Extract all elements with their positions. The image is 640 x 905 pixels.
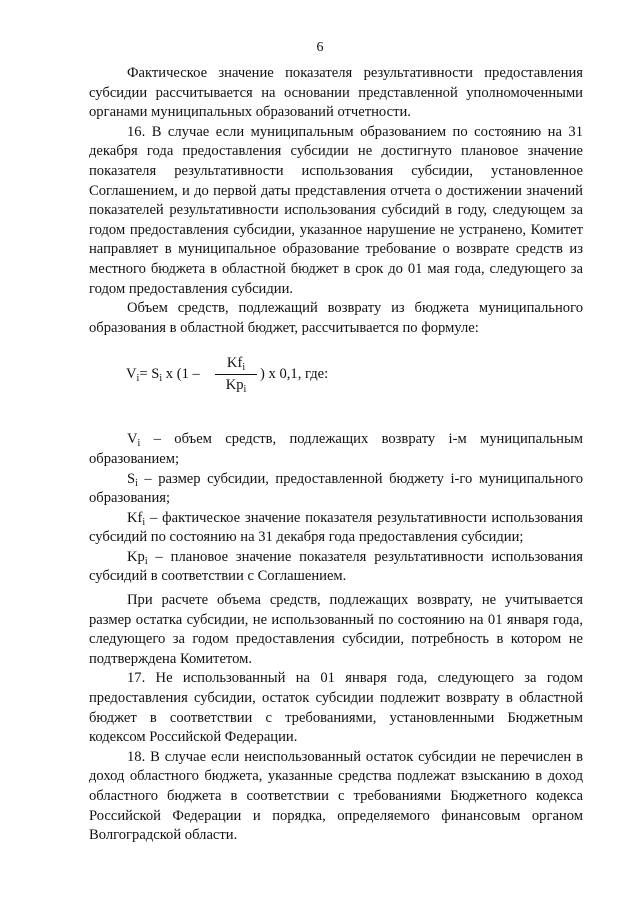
formula-v: V <box>126 366 137 382</box>
definition-subscript: i <box>135 477 138 489</box>
definition-symbol: Kf <box>127 509 143 526</box>
formula-s-subscript: i <box>159 373 163 384</box>
paragraph-formula-intro: Объем средств, подлежащий возврату из бюджета муниципального образования в областной бюджет, рассчитывается по формуле: <box>89 300 583 336</box>
document-body <box>89 64 583 846</box>
formula-numerator <box>215 353 257 375</box>
definition-symbol: V <box>127 431 138 448</box>
definition-subscript: i <box>137 438 141 450</box>
definition-kpi <box>89 548 583 587</box>
definition-si <box>89 470 583 509</box>
definition-text: – размер субсидии, предоставленной бюджету i-го муниципального образования; <box>89 470 583 507</box>
definition-subscript: i <box>142 516 146 528</box>
definition-text: – фактическое значение показателя результативности использования субсидий по состоянию на 31 декабря года предоставления субсидии; <box>89 509 583 546</box>
formula-kp-subscript: i <box>243 384 247 395</box>
page-number: 6 <box>316 40 324 55</box>
formula-kf-subscript: i <box>242 362 246 373</box>
return-formula <box>126 353 446 397</box>
definition-text: – плановое значение показателя результативности использования субсидий в соответствии с Соглашением. <box>89 548 583 585</box>
formula-fraction <box>215 353 257 395</box>
paragraph-unused-balance: При расчете объема средств, подлежащих возврату, не учитывается размер остатка субсидии, не использованный по состоянию на 01 января года, следующего за годом предоставления субсидии, потребность в котором не подтверждена Комитетом. <box>89 592 583 667</box>
definition-text: – объем средств, подлежащих возврату i-м муниципальным образованием; <box>89 431 583 467</box>
paragraph-reporting: Фактическое значение показателя результативности предоставления субсидии рассчитывается на основании представленной уполномоченными органами муниципальных образований отчетности. <box>89 65 583 121</box>
definition-symbol: Kp <box>127 548 145 565</box>
formula-v-subscript: i <box>136 373 140 384</box>
formula-kf: Kf <box>226 355 243 371</box>
formula-multiply-open: x (1 – <box>162 366 200 382</box>
paragraph-16: 16. В случае если муниципальным образованием по состоянию на 31 декабря года предоставления субсидии не достигнуто плановое значение показателя результативности использования субсидии, установленное Соглашением, и до первой даты представления отчета о достижении значений показателей результативности использования субсидий в году, следующем за годом предоставления субсидии, указанное нарушение не устранено, Комитет направляет в муниципальное образование требование о возврате средств из местного бюджета в областной бюджет в срок до 01 мая года, следующего за годом предоставления субсидии. <box>89 123 583 297</box>
formula-denominator <box>215 375 257 395</box>
paragraph-17: 17. Не использованный на 01 января года, следующего за годом предоставления субсидии, остаток субсидии подлежит возврату в областной бюджет в соответствии с требованиями, установленными Бюджетным кодексом Российской Федерации. <box>89 670 583 746</box>
definition-symbol: S <box>127 470 136 487</box>
definition-kfi <box>89 509 583 548</box>
formula-s: = S <box>139 366 160 382</box>
definition-subscript: i <box>144 555 148 567</box>
formula-kp: Kp <box>225 377 244 393</box>
paragraph-18: 18. В случае если неиспользованный остаток субсидии не перечислен в доход областного бюджета, указанные средства подлежат взысканию в доход областного бюджета в соответствии с требованиями Бюджетного кодекса Российской Федерации и порядка, определяемого финансовым органом Волгоградской области. <box>89 748 583 844</box>
definition-vi <box>89 430 583 469</box>
formula-left-side <box>126 366 200 383</box>
formula-right-side: ) x 0,1, где: <box>260 366 329 382</box>
